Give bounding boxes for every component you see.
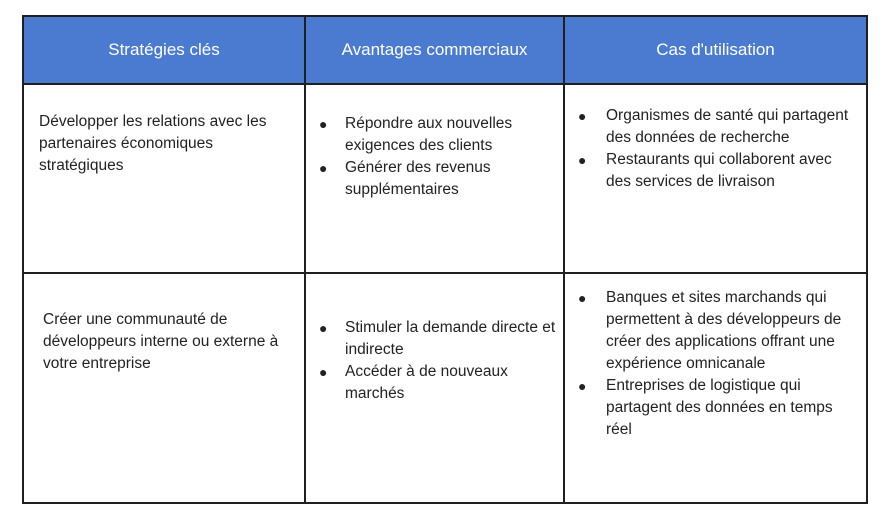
- advantages-list: [307, 275, 562, 405]
- strategy-cell: [23, 273, 305, 503]
- list-item-text: Banques et sites marchands qui permettent à des développeurs de créer des applications offrant une expérience omnicanale: [606, 289, 842, 372]
- bullet-icon: ●: [319, 116, 328, 132]
- list-item: [307, 317, 562, 361]
- list-item: [307, 113, 562, 157]
- use-cases-cell: [564, 273, 867, 503]
- advantages-cell: [305, 273, 564, 503]
- list-item-text: Répondre aux nouvelles exigences des clients: [345, 115, 513, 154]
- list-item: [566, 105, 865, 149]
- table-row: [23, 273, 867, 503]
- strategy-table: [22, 15, 868, 504]
- list-item: [566, 375, 865, 441]
- list-item-text: Générer des revenus supplémentaires: [345, 159, 491, 198]
- table-row: [23, 84, 867, 273]
- header-strategies: Stratégies clés: [23, 16, 305, 84]
- use-cases-list: [566, 86, 865, 193]
- bullet-icon: ●: [578, 108, 587, 124]
- advantages-list: [307, 86, 562, 201]
- header-use-cases: Cas d'utilisation: [564, 16, 867, 84]
- header-row: [23, 16, 867, 84]
- list-item-text: Entreprises de logistique qui partagent des données en temps réel: [606, 377, 833, 438]
- list-item-text: Stimuler la demande directe et indirecte: [345, 319, 556, 358]
- bullet-icon: ●: [578, 152, 587, 168]
- list-item-text: Accéder à de nouveaux marchés: [345, 363, 508, 402]
- strategy-text: Développer les relations avec les partenaires économiques stratégiques: [39, 113, 267, 174]
- list-item-text: Restaurants qui collaborent avec des services de livraison: [606, 151, 832, 190]
- advantages-cell: [305, 84, 564, 273]
- list-item: [566, 287, 865, 375]
- bullet-icon: ●: [578, 290, 587, 306]
- use-cases-cell: [564, 84, 867, 273]
- header-advantages: Avantages commerciaux: [305, 16, 564, 84]
- list-item: [566, 149, 865, 193]
- bullet-icon: ●: [319, 160, 328, 176]
- list-item: [307, 157, 562, 201]
- bullet-icon: ●: [578, 378, 587, 394]
- list-item-text: Organismes de santé qui partagent des données de recherche: [606, 107, 849, 146]
- strategy-cell: [23, 84, 305, 273]
- list-item: [307, 361, 562, 405]
- bullet-icon: ●: [319, 364, 328, 380]
- bullet-icon: ●: [319, 320, 328, 336]
- strategy-text: Créer une communauté de développeurs interne ou externe à votre entreprise: [43, 311, 279, 372]
- use-cases-list: [566, 275, 865, 441]
